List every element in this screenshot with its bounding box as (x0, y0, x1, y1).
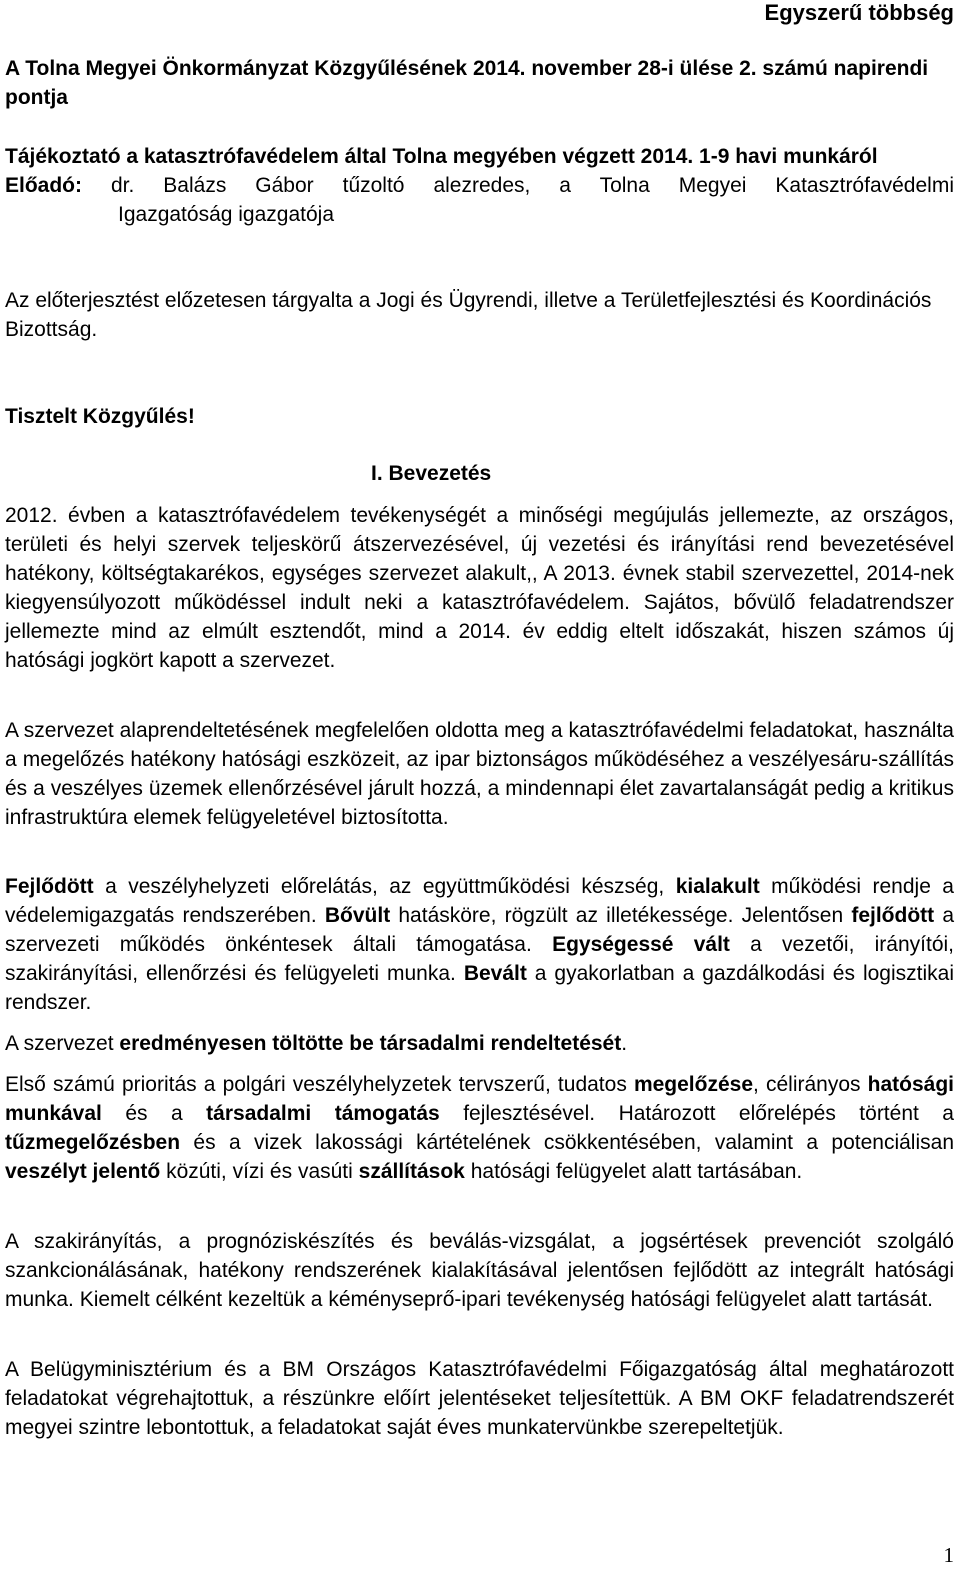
presenter-name: dr. Balázs Gábor tűzoltó alezredes, a Tolna Megyei Katasztrófavédelmi (110, 174, 954, 197)
meeting-title: A Tolna Megyei Önkormányzat Közgyűlésének 2014. november 28-i ülése 2. számú napirendi pontja (5, 57, 929, 109)
text-run: Első számú prioritás a polgári veszélyhelyzetek tervszerű, tudatos (5, 1073, 634, 1096)
text-run: közúti, vízi és vasúti (160, 1160, 359, 1183)
emphasis: veszélyt jelentő (5, 1160, 161, 1183)
emphasis: szállítások (358, 1160, 465, 1183)
emphasis: Bővült (324, 904, 391, 927)
presenter-line (5, 171, 954, 200)
paragraph-priority (5, 1070, 954, 1186)
text-run: a vezetői, irányítói, szakirányítási, ellenőrzési és felügyeleti munka. (5, 933, 955, 985)
page-number: 1 (943, 1543, 954, 1567)
emphasis: társadalmi támogatás (206, 1102, 440, 1125)
presenter-role: Igazgatóság igazgatója (118, 203, 334, 226)
emphasis: hatósági munkával (5, 1073, 955, 1125)
emphasis: Fejlődött (5, 875, 94, 898)
majority-label: Egyszerű többség (764, 0, 954, 25)
preliminary-note: Az előterjesztést előzetesen tárgyalta a Jogi és Ügyrendi, illetve a Területfejlesztési és Koordinációs Bizottság. (5, 289, 932, 341)
paragraph-development (5, 872, 954, 1017)
subject-title: Tájékoztató a katasztrófavédelem által Tolna megyében végzett 2014. 1-9 havi munkáról (5, 145, 878, 168)
text-run: hatósági felügyelet alatt tartásában. (464, 1160, 803, 1183)
text-run: A szervezet (5, 1032, 120, 1055)
text-run: . (621, 1032, 628, 1055)
emphasis: tűzmegelőzésben (5, 1131, 181, 1154)
paragraph-intro: 2012. évben a katasztrófavédelem tevékenységét a minőségi megújulás jellemezte, az országos, területi és helyi szervek teljeskörű átszervezésével, új vezetési és irányítási rend bevezetésével hatékony, költségtakarékos, egységes szervezet alakult,, A 2013. évnek stabil szervezettel, 2014-nek kiegyensúlyozott működéssel indult neki a katasztrófavédelem. Sajátos, bővülő feladatrendszer jellemezte mind az elmúlt esztendőt, mind a 2014. év eddig eltelt időszakát, hiszen számos új hatósági jogkört kapott a szervezet. (5, 504, 954, 672)
emphasis: Bevált (463, 962, 527, 985)
presenter-block (5, 171, 954, 229)
text-run: a gyakorlatban a gazdálkodási és logisztikai rendszer. (5, 962, 954, 1014)
text-run: működési rendje a védelemigazgatás rendszerében. (5, 875, 954, 927)
emphasis: eredményesen töltötte be társadalmi rendeltetését (119, 1032, 622, 1055)
paragraph-ministry: A Belügyminisztérium és a BM Országos Katasztrófavédelmi Főigazgatóság által meghatározott feladatokat végrehajtottuk, a részünkre előírt jelentéseket teljesítettük. A BM OKF feladatrendszerét megyei szintre lebontottuk, a feladatokat saját éves munkatervünkbe szerepeltetjük. (5, 1358, 954, 1439)
text-run: a veszélyhelyzeti előrelátás, az együttműködési készség, (93, 875, 676, 898)
emphasis: kialakult (675, 875, 760, 898)
text-run: , célirányos (753, 1073, 868, 1096)
paragraph-supervision: A szakirányítás, a prognóziskészítés és beválás-vizsgálat, a jogsértések prevenciót szolgáló szankcionálásának, hatékony rendszerének kialakításával jelentősen fejlődött az integrált hatósági munka. Kiemelt célként kezeltük a kéményseprő-ipari tevékenység hatósági felügyelet alatt tartását. (5, 1230, 954, 1311)
presenter-label: Előadó: (5, 174, 82, 197)
salutation: Tisztelt Közgyűlés! (5, 405, 195, 428)
text-run: fejlesztésével. Határozott előrelépés történt a (439, 1102, 954, 1125)
emphasis: Egységessé vált (552, 933, 730, 956)
emphasis: megelőzése (633, 1073, 754, 1096)
text-run: a szervezeti működés önkéntesek általi támogatása. (5, 904, 954, 956)
text-run: és a (101, 1102, 207, 1125)
section-heading: I. Bevezetés (371, 462, 492, 485)
paragraph-tasks: A szervezet alaprendeltetésének megfelelően oldotta meg a katasztrófavédelmi feladatokat, használta a megelőzés hatékony hatósági eszközeit, az ipar biztonságos működéséhez a veszélyesáru-szállítás és a veszélyes üzemek ellenőrzésével járult hozzá, a mindennapi élet zavartalanságát pedig a kritikus infrastruktúra elemek felügyeletével biztosította. (5, 719, 954, 829)
text-run: és a vizek lakossági kártételének csökkentésében, valamint a potenciálisan (180, 1131, 954, 1154)
text-run: hatásköre, rögzült az illetékessége. Jelentősen (390, 904, 852, 927)
emphasis: fejlődött (851, 904, 935, 927)
paragraph-result (5, 1029, 954, 1058)
